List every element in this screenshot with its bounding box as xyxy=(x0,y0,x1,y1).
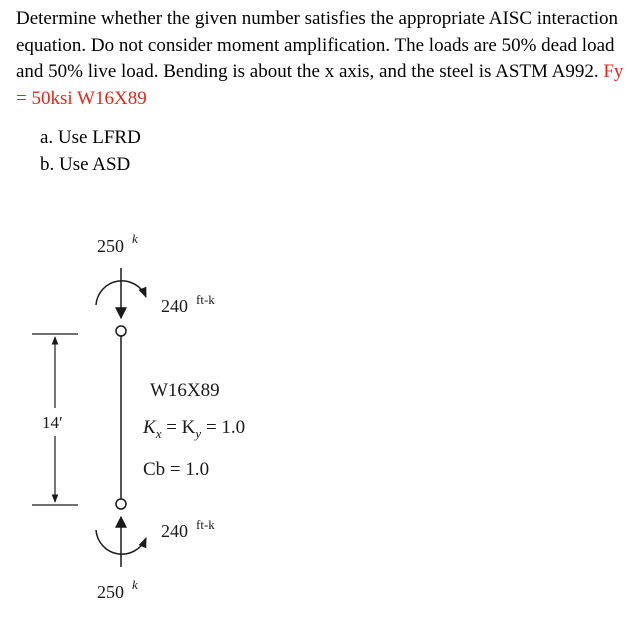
axial-load-top-unit: k xyxy=(132,231,138,246)
section-label: W16X89 xyxy=(150,380,220,401)
axial-load-bottom-value: 250 xyxy=(97,582,124,602)
k-mid-text: = K xyxy=(161,417,196,438)
moment-top-unit: ft-k xyxy=(196,292,215,307)
k-end-text: = 1.0 xyxy=(201,417,246,438)
part-b: b. Use ASD xyxy=(40,154,131,175)
k-y-subscript: y xyxy=(195,426,202,441)
k-x-letter: K xyxy=(143,417,156,438)
moment-bottom-value: 240 xyxy=(161,521,188,541)
bottom-pin-joint xyxy=(116,499,126,509)
cb-label: Cb = 1.0 xyxy=(143,459,210,480)
axial-load-bottom-unit: k xyxy=(132,577,138,592)
problem-highlight: Fy = 50ksi W16X89 xyxy=(16,61,624,109)
k-x-subscript: x xyxy=(155,426,162,441)
effective-length-factor-label xyxy=(142,417,245,441)
part-a: a. Use LFRD xyxy=(40,127,141,148)
moment-bottom-unit: ft-k xyxy=(196,517,215,532)
dimension-length-label: 14′ xyxy=(42,413,63,432)
moment-top-value: 240 xyxy=(161,296,188,316)
problem-text: Determine whether the given number satisfies the appropriate AISC interaction equation. Do not consider moment amplification. The loads are 50% dead load and 50% live load. Bending is about the x axis, and the steel is ASTM A992. xyxy=(16,8,619,82)
axial-load-top-value: 250 xyxy=(97,236,124,256)
top-pin-joint xyxy=(116,326,126,336)
